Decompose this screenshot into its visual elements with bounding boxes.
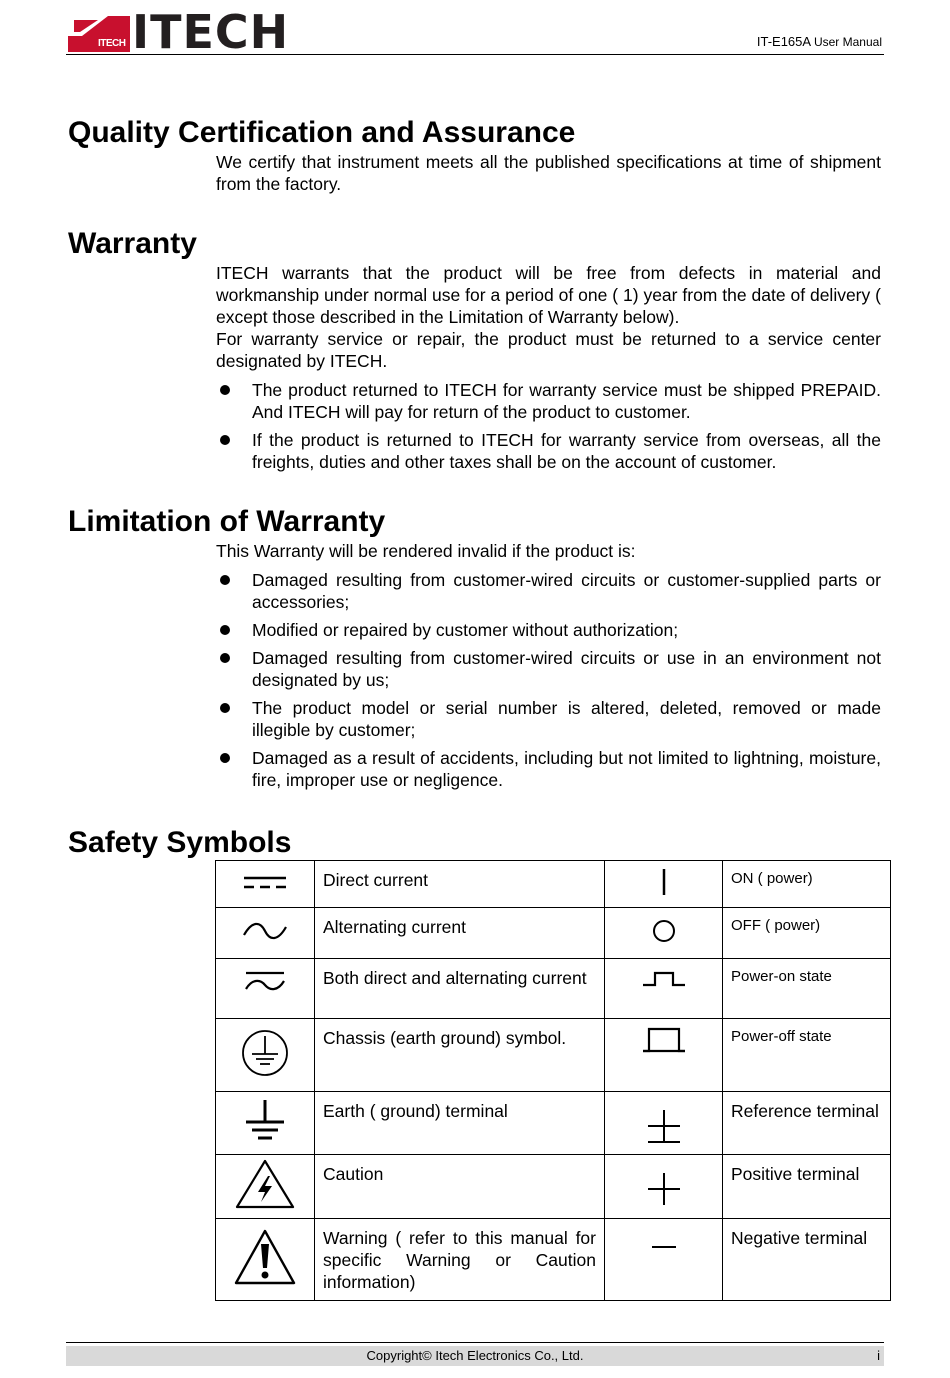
table-row xyxy=(216,1219,891,1301)
list-item: If the product is returned to ITECH for warranty service from overseas, all the freights, duties and other taxes shall be on the account of customer. xyxy=(216,429,881,473)
symbol-description: Earth ( ground) terminal xyxy=(315,1092,605,1155)
table-row xyxy=(216,861,891,908)
manual-label: User Manual xyxy=(813,35,882,49)
list-item: The product returned to ITECH for warranty service must be shipped PREPAID. And ITECH will pay for return of the product to customer. xyxy=(216,379,881,423)
warranty-body-2: For warranty service or repair, the product must be returned to a service center designated by ITECH. xyxy=(216,329,881,371)
table-row xyxy=(216,959,891,1019)
positive-terminal-icon xyxy=(605,1155,723,1219)
warranty-heading: Warranty xyxy=(68,227,197,260)
direct-current-icon xyxy=(216,861,315,908)
symbol-description: Direct current xyxy=(315,861,605,908)
safety-symbols-heading: Safety Symbols xyxy=(68,826,292,859)
earth-ground-icon xyxy=(216,1092,315,1155)
off-power-icon xyxy=(605,908,723,959)
symbol-description: OFF ( power) xyxy=(723,908,891,959)
table-row xyxy=(216,1155,891,1219)
itech-logo xyxy=(68,5,290,59)
copyright-text: Copyright© Itech Electronics Co., Ltd. xyxy=(366,1348,584,1363)
safety-symbols-table xyxy=(215,860,891,1301)
reference-terminal-icon xyxy=(605,1092,723,1155)
page-number: i xyxy=(877,1348,880,1363)
ac-dc-icon xyxy=(216,959,315,1019)
symbol-description: Power-off state xyxy=(723,1019,891,1092)
quality-heading: Quality Certification and Assurance xyxy=(68,116,576,149)
symbol-description: Reference terminal xyxy=(723,1092,891,1155)
power-off-state-icon xyxy=(605,1019,723,1092)
warranty-body-1: ITECH warrants that the product will be free from defects in material and workmanship under normal use for a period of one ( 1) year from the date of delivery ( except those described in the Limitation of Warranty below). xyxy=(216,263,881,327)
symbol-description: Power-on state xyxy=(723,959,891,1019)
quality-body: We certify that instrument meets all the published specifications at time of shipment from the factory. xyxy=(216,152,881,194)
logo-text: ITECH xyxy=(132,5,290,59)
list-item: Damaged resulting from customer-wired circuits or use in an environment not designated by us; xyxy=(216,647,881,691)
symbol-description: Warning ( refer to this manual for specific Warning or Caution information) xyxy=(315,1219,605,1301)
list-item: The product model or serial number is altered, deleted, removed or made illegible by customer; xyxy=(216,697,881,741)
table-row xyxy=(216,1092,891,1155)
list-item: Damaged resulting from customer-wired circuits or customer-supplied parts or accessories; xyxy=(216,569,881,613)
symbol-description: Alternating current xyxy=(315,908,605,959)
symbol-description: ON ( power) xyxy=(723,861,891,908)
list-item: Modified or repaired by customer without authorization; xyxy=(216,619,881,641)
table-row xyxy=(216,1019,891,1092)
logo-mark-icon xyxy=(68,12,130,52)
warning-icon xyxy=(216,1219,315,1301)
caution-shock-icon xyxy=(216,1155,315,1219)
page-footer xyxy=(66,1342,884,1366)
alternating-current-icon xyxy=(216,908,315,959)
symbol-description: Caution xyxy=(315,1155,605,1219)
limitation-heading: Limitation of Warranty xyxy=(68,505,386,538)
list-item: Damaged as a result of accidents, including but not limited to lightning, moisture, fire, improper use or negligence. xyxy=(216,747,881,791)
footer-bar xyxy=(66,1346,884,1366)
limitation-intro: This Warranty will be rendered invalid if the product is: xyxy=(216,541,636,561)
table-row xyxy=(216,908,891,959)
negative-terminal-icon xyxy=(605,1219,723,1301)
symbol-description: Negative terminal xyxy=(723,1219,891,1301)
limitation-bullet-list xyxy=(216,569,881,797)
symbol-description: Both direct and alternating current xyxy=(315,959,605,1019)
on-power-icon xyxy=(605,861,723,908)
document-title xyxy=(757,34,882,49)
symbol-description: Positive terminal xyxy=(723,1155,891,1219)
page-header xyxy=(66,5,884,59)
logo-small-text: ITECH xyxy=(98,38,126,49)
warranty-bullet-list xyxy=(216,379,881,479)
chassis-ground-icon xyxy=(216,1019,315,1092)
symbol-description: Chassis (earth ground) symbol. xyxy=(315,1019,605,1092)
power-on-state-icon xyxy=(605,959,723,1019)
model-number: IT-E165A xyxy=(756,34,811,49)
